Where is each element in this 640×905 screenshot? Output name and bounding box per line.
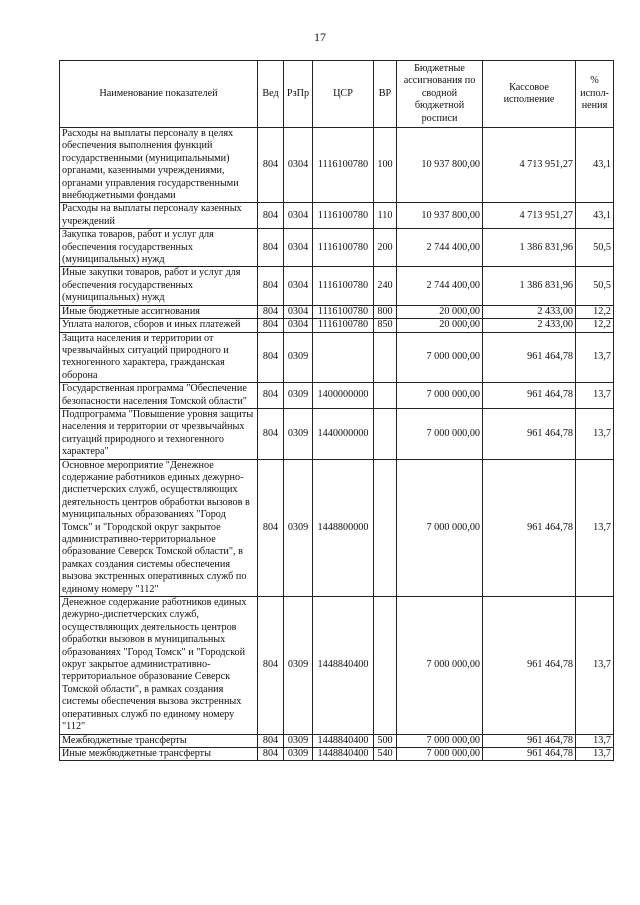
cell-csr: 1448840400: [313, 597, 374, 734]
cell-name: Основное мероприятие "Денежное содержание работников единых дежурно-диспетчерских служб, осуществляющих деятельность центров обработки вызовов в муниципальных образованиях "Город Томск" и "Городской округ закрытое административно-территориальное образование Северск Томской области", в рамках создания системы обеспечения вызова экстренных оперативных служб по единому номеру "112": [60, 459, 258, 596]
budget-table: [59, 60, 614, 761]
cell-csr: 1448800000: [313, 459, 374, 596]
table-row: [60, 203, 614, 229]
cell-vr: 800: [374, 305, 397, 318]
cell-budget: 20 000,00: [397, 305, 483, 318]
cell-ved: 804: [258, 383, 284, 409]
cell-name: Межбюджетные трансферты: [60, 734, 258, 747]
cell-cash: 961 464,78: [483, 734, 576, 747]
cell-budget: 10 937 800,00: [397, 128, 483, 203]
cell-vr: 850: [374, 319, 397, 332]
cell-cash: 961 464,78: [483, 747, 576, 760]
cell-pct: 12,2: [576, 319, 614, 332]
cell-name: Денежное содержание работников единых дежурно-диспетчерских служб, осуществляющих деятельность центров обработки вызовов в муниципальных образованиях "Город Томск" и "Городской округ закрытое административно-территориальное образование Северск Томской области", в рамках создания системы обеспечения вызова экстренных оперативных служб по единому номеру "112": [60, 597, 258, 734]
cell-pct: 13,7: [576, 734, 614, 747]
cell-name: Расходы на выплаты персоналу в целях обеспечения выполнения функций государственными (муниципальными) органами, казенными учреждениями, органами управления государственными внебюджетными фондами: [60, 128, 258, 203]
cell-ved: 804: [258, 267, 284, 305]
cell-vr: 500: [374, 734, 397, 747]
cell-pct: 13,7: [576, 747, 614, 760]
cell-pct: 13,7: [576, 383, 614, 409]
header-csr: ЦСР: [313, 61, 374, 128]
cell-budget: 7 000 000,00: [397, 734, 483, 747]
cell-pct: 50,5: [576, 229, 614, 267]
cell-vr: 540: [374, 747, 397, 760]
cell-ved: 804: [258, 229, 284, 267]
cell-csr: 1116100780: [313, 229, 374, 267]
cell-ved: 804: [258, 305, 284, 318]
cell-name: Иные межбюджетные трансферты: [60, 747, 258, 760]
cell-pct: 13,7: [576, 597, 614, 734]
cell-csr: 1448840400: [313, 734, 374, 747]
cell-ved: 804: [258, 203, 284, 229]
cell-pct: 12,2: [576, 305, 614, 318]
cell-pct: 13,7: [576, 459, 614, 596]
cell-csr: 1448840400: [313, 747, 374, 760]
cell-name: Уплата налогов, сборов и иных платежей: [60, 319, 258, 332]
cell-vr: [374, 459, 397, 596]
cell-budget: 20 000,00: [397, 319, 483, 332]
cell-pct: 13,7: [576, 408, 614, 459]
cell-csr: 1400000000: [313, 383, 374, 409]
page-number: 17: [314, 30, 326, 44]
cell-budget: 7 000 000,00: [397, 383, 483, 409]
cell-budget: 7 000 000,00: [397, 597, 483, 734]
header-ved: Вед: [258, 61, 284, 128]
cell-cash: 2 433,00: [483, 319, 576, 332]
cell-cash: 4 713 951,27: [483, 203, 576, 229]
table-row: [60, 408, 614, 459]
cell-cash: 2 433,00: [483, 305, 576, 318]
cell-name: Защита населения и территории от чрезвычайных ситуаций природного и техногенного характера, гражданская оборона: [60, 332, 258, 383]
cell-cash: 961 464,78: [483, 459, 576, 596]
header-vr: ВР: [374, 61, 397, 128]
cell-rzpr: 0304: [284, 128, 313, 203]
header-rzpr: РзПр: [284, 61, 313, 128]
header-name: Наименование показателей: [60, 61, 258, 128]
table-row: [60, 734, 614, 747]
cell-ved: 804: [258, 734, 284, 747]
cell-budget: 2 744 400,00: [397, 229, 483, 267]
cell-rzpr: 0309: [284, 734, 313, 747]
cell-vr: 100: [374, 128, 397, 203]
cell-rzpr: 0304: [284, 229, 313, 267]
cell-ved: 804: [258, 459, 284, 596]
cell-cash: 4 713 951,27: [483, 128, 576, 203]
table-row: [60, 267, 614, 305]
cell-csr: 1116100780: [313, 305, 374, 318]
cell-budget: 7 000 000,00: [397, 747, 483, 760]
cell-name: Закупка товаров, работ и услуг для обеспечения государственных (муниципальных) нужд: [60, 229, 258, 267]
cell-budget: 2 744 400,00: [397, 267, 483, 305]
cell-ved: 804: [258, 332, 284, 383]
table-row: [60, 229, 614, 267]
cell-cash: 961 464,78: [483, 597, 576, 734]
header-row: [60, 61, 614, 128]
cell-cash: 1 386 831,96: [483, 267, 576, 305]
header-cash: Кассовое исполнение: [483, 61, 576, 128]
cell-vr: 240: [374, 267, 397, 305]
cell-vr: [374, 408, 397, 459]
cell-budget: 7 000 000,00: [397, 459, 483, 596]
cell-cash: 961 464,78: [483, 383, 576, 409]
cell-ved: 804: [258, 319, 284, 332]
cell-rzpr: 0304: [284, 267, 313, 305]
cell-pct: 43,1: [576, 203, 614, 229]
table-row: [60, 305, 614, 318]
cell-pct: 50,5: [576, 267, 614, 305]
cell-name: Иные бюджетные ассигнования: [60, 305, 258, 318]
cell-csr: 1116100780: [313, 203, 374, 229]
cell-cash: 1 386 831,96: [483, 229, 576, 267]
cell-rzpr: 0309: [284, 597, 313, 734]
cell-csr: [313, 332, 374, 383]
cell-ved: 804: [258, 747, 284, 760]
table-row: [60, 128, 614, 203]
table-row: [60, 319, 614, 332]
cell-ved: 804: [258, 597, 284, 734]
cell-csr: 1116100780: [313, 319, 374, 332]
cell-rzpr: 0309: [284, 383, 313, 409]
header-pct: % испол-нения: [576, 61, 614, 128]
cell-name: Государственная программа "Обеспечение безопасности населения Томской области": [60, 383, 258, 409]
cell-pct: 13,7: [576, 332, 614, 383]
cell-csr: 1116100780: [313, 128, 374, 203]
cell-rzpr: 0304: [284, 319, 313, 332]
cell-budget: 10 937 800,00: [397, 203, 483, 229]
cell-rzpr: 0309: [284, 747, 313, 760]
cell-rzpr: 0309: [284, 408, 313, 459]
cell-budget: 7 000 000,00: [397, 408, 483, 459]
table-row: [60, 332, 614, 383]
table-row: [60, 747, 614, 760]
cell-ved: 804: [258, 128, 284, 203]
cell-vr: 110: [374, 203, 397, 229]
table-row: [60, 383, 614, 409]
cell-csr: 1440000000: [313, 408, 374, 459]
cell-rzpr: 0304: [284, 203, 313, 229]
cell-pct: 43,1: [576, 128, 614, 203]
cell-cash: 961 464,78: [483, 332, 576, 383]
cell-vr: [374, 597, 397, 734]
table-row: [60, 597, 614, 734]
cell-budget: 7 000 000,00: [397, 332, 483, 383]
cell-csr: 1116100780: [313, 267, 374, 305]
cell-cash: 961 464,78: [483, 408, 576, 459]
cell-rzpr: 0304: [284, 305, 313, 318]
table-row: [60, 459, 614, 596]
cell-vr: [374, 383, 397, 409]
cell-name: Расходы на выплаты персоналу казенных учреждений: [60, 203, 258, 229]
cell-name: Подпрограмма "Повышение уровня защиты населения и территории от чрезвычайных ситуаций природного и техногенного характера": [60, 408, 258, 459]
cell-vr: [374, 332, 397, 383]
cell-vr: 200: [374, 229, 397, 267]
cell-rzpr: 0309: [284, 332, 313, 383]
cell-ved: 804: [258, 408, 284, 459]
cell-rzpr: 0309: [284, 459, 313, 596]
cell-name: Иные закупки товаров, работ и услуг для обеспечения государственных (муниципальных) нужд: [60, 267, 258, 305]
header-budget: Бюджетные ассигнования по сводной бюджетной росписи: [397, 61, 483, 128]
